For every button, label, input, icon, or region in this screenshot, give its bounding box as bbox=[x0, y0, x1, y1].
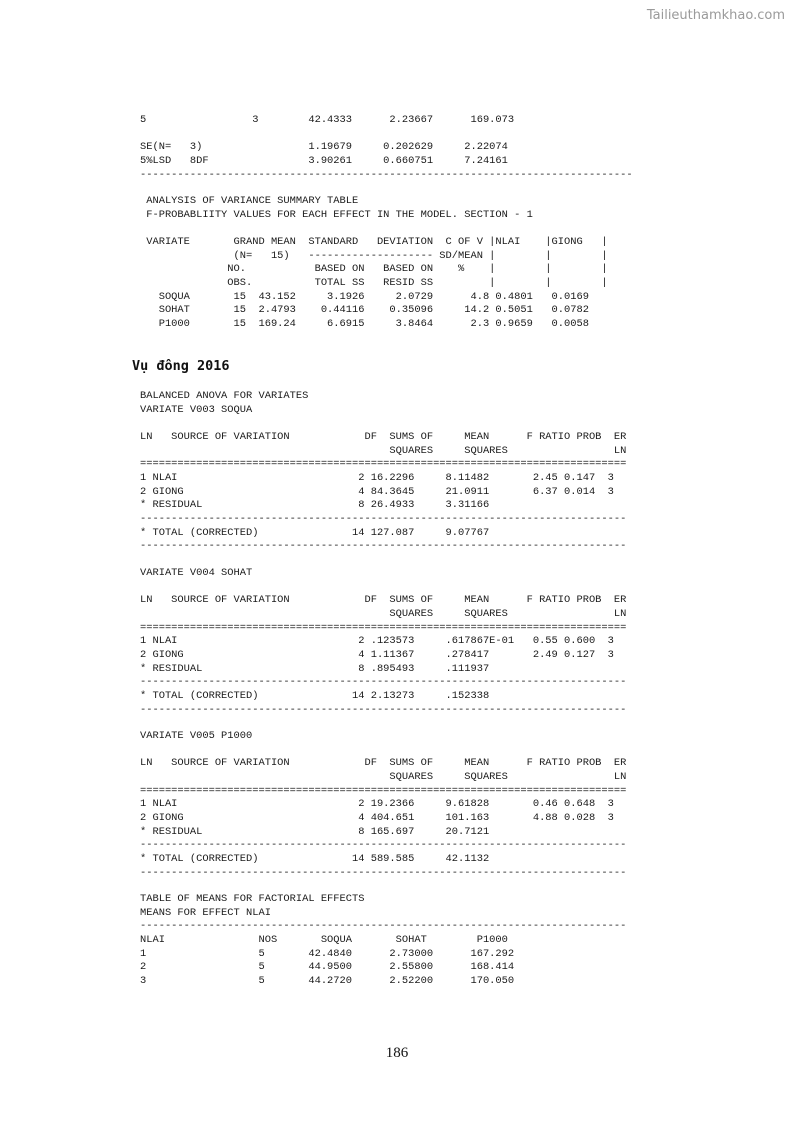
anova-soqua-table: BALANCED ANOVA FOR VARIATES VARIATE V003 SOQUA LN SOURCE OF VARIATION DF SUMS OF MEAN F RATIO PROB ER SQUARES SQUARES LN ============================================================================== 1 NLAI 2 16.2296 8.11482 2.45 0.147 3 2 GIONG 4 84.3645 21.0911 6.37 0.014 3 * RESIDUAL 8 26.4933 3.31166 ------------------------------------------------------------------------------ * TOTAL (CORRECTED) 14 127.087 9.07767 ------------------------------------------------------------------------------ bbox=[140, 390, 627, 553]
watermark: Tailieuthamkhao.com bbox=[646, 8, 785, 23]
anova-summary-table: ANALYSIS OF VARIANCE SUMMARY TABLE F-PROBABLIITY VALUES FOR EACH EFFECT IN THE MODEL. SECTION - 1 VARIATE GRAND MEAN STANDARD DEVIATION C OF V |NLAI |GIONG | (N= 15) -------------------- SD/MEAN | | | NO. BASED ON BASED ON % | | | OBS. TOTAL SS RESID SS | | | SOQUA 15 43.152 3.1926 2.0729 4.8 0.4801 0.0169 SOHAT 15 2.4793 0.44116 0.35096 14.2 0.5051 0.0782 P1000 15 169.24 6.6915 3.8464 2.3 0.9659 0.0058 bbox=[146, 195, 608, 330]
section-title: Vụ đông 2016 bbox=[132, 358, 230, 374]
means-nlai-table: TABLE OF MEANS FOR FACTORIAL EFFECTS MEANS FOR EFFECT NLAI ------------------------------------------------------------------------------ NLAI NOS SOQUA SOHAT P1000 1 5 42.4840 2.73000 167.292 2 5 44.9500 2.55800 168.414 3 5 44.2720 2.52200 170.050 bbox=[140, 893, 627, 987]
anova-sohat-table: VARIATE V004 SOHAT LN SOURCE OF VARIATION DF SUMS OF MEAN F RATIO PROB ER SQUARES SQUARES LN ============================================================================== 1 NLAI 2 .123573 .617867E-01 0.55 0.600 3 2 GIONG 4 1.11367 .278417 2.49 0.127 3 * RESIDUAL 8 .895493 .111937 ------------------------------------------------------------------------------ * TOTAL (CORRECTED) 14 2.13273 .152338 ------------------------------------------------------------------------------ bbox=[140, 567, 627, 716]
anova-p1000-table: VARIATE V005 P1000 LN SOURCE OF VARIATION DF SUMS OF MEAN F RATIO PROB ER SQUARES SQUARES LN ============================================================================== 1 NLAI 2 19.2366 9.61828 0.46 0.648 3 2 GIONG 4 404.651 101.163 4.88 0.028 3 * RESIDUAL 8 165.697 20.7121 ------------------------------------------------------------------------------ * TOTAL (CORRECTED) 14 589.585 42.1132 ------------------------------------------------------------------------------ bbox=[140, 730, 627, 879]
page-number: 186 bbox=[385, 1045, 409, 1061]
means-tail-block: 5 3 42.4333 2.23667 169.073 SE(N= 3) 1.19679 0.202629 2.22074 5%LSD 8DF 3.90261 0.660751 7.24161 ------------------------------------------------------------------------------- bbox=[140, 114, 633, 181]
